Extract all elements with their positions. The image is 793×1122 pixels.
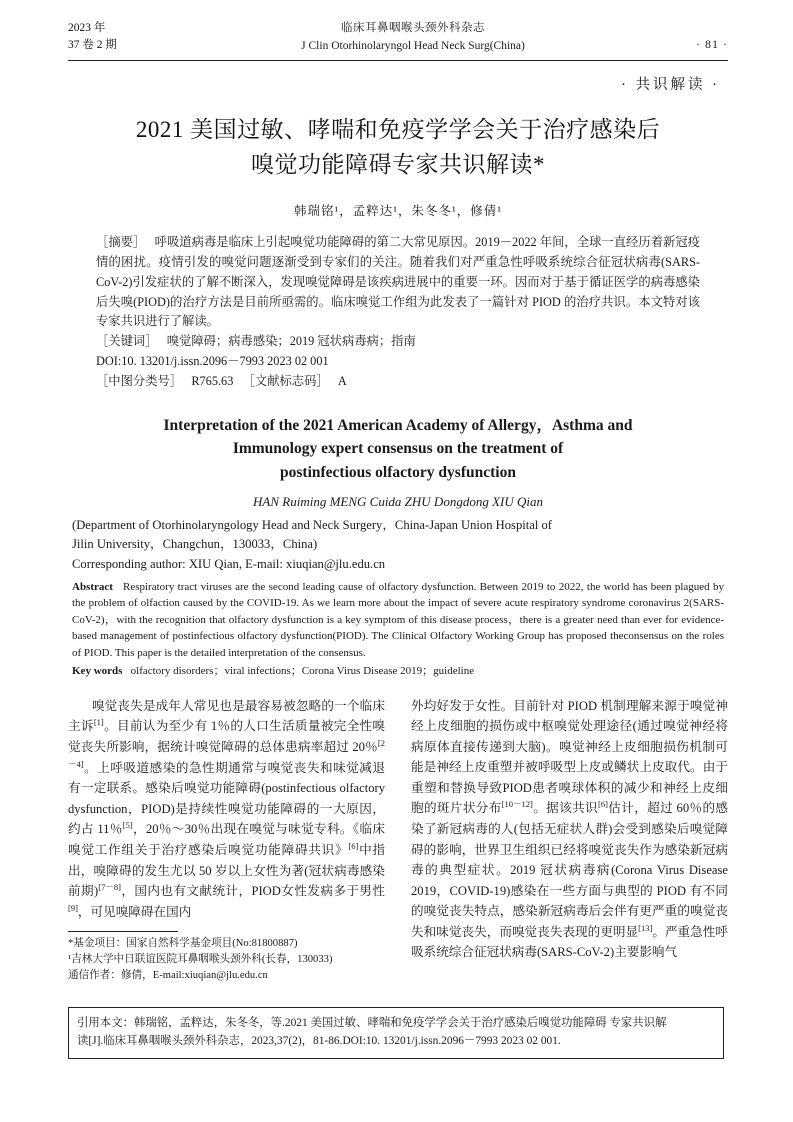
affiliation-en-line2: Jilin University，Changchun，130033，China) xyxy=(72,537,318,552)
citation-line1: 引用本文：韩瑞铭，孟粹达，朱冬冬，等.2021 美国过敏、哮喘和免疫学学会关于治疗感染后嗅觉功能障碍 专家共识解 xyxy=(77,1017,667,1029)
journal-name xyxy=(188,20,638,56)
corresponding-author: Corresponding author: XIU Qian, E-mail: xiuqian@jlu.edu.cn xyxy=(72,556,386,571)
title-cn-line1: 2021 美国过敏、哮喘和免疫学学会关于治疗感染后 xyxy=(135,116,661,142)
citation-line2: 读[J].临床耳鼻咽喉头颈外科杂志，2023,37(2)，81-86.DOI:10. 13201/j.issn.2096－7993 2023 02 001. xyxy=(77,1035,561,1048)
doi-label: DOI: xyxy=(96,354,122,369)
abstract-en xyxy=(68,579,728,662)
clc-value: R765.63 xyxy=(191,374,234,389)
clc-line xyxy=(68,372,728,392)
body-paragraph: 外均好发于女性。目前针对 PIOD 机制理解来源于嗅觉神经上皮细胞的损伤或中枢嗅觉处理途径(通过嗅觉神经将病原体直接传递到大脑)。嗅觉神经上皮细胞损伤机制可能是神经上皮重塑并被呼吸型上皮或鳞状上皮取代。由于重塑和替换导致PIOD患者嗅球体积的减少和神经上皮细胞的斑片状分布[10－12]。据该共识[6]估计，超过 60％的感染了新冠病毒的人(包括无症状人群)会受到感染后嗅觉障碍的影响，世界卫生组织已经将嗅觉丧失作为感染新冠病毒的典型症状。2019 冠状病毒病(Corona Virus Disease 2019，COVID-19)感染在一些方面与典型的 PIOD 有不同的嗅觉丧失特点，感染新冠病毒后会伴有更严重的嗅觉丧失和味觉丧失，而嗅觉丧失表现的更明显[13]。严重急性呼吸系统综合征冠状病毒(SARS-CoV-2)主要影响气 xyxy=(411,698,729,960)
doi-line xyxy=(68,352,728,372)
journal-name-cn: 临床耳鼻咽喉头颈外科杂志 xyxy=(341,22,485,34)
footnote-divider xyxy=(68,931,178,932)
abstract-cn-label: ［摘要］ xyxy=(96,234,146,249)
authors-cn: 韩瑞铭¹，孟粹达¹，朱冬冬¹，修倩¹ xyxy=(294,203,502,218)
keywords-en xyxy=(68,663,728,680)
body-columns xyxy=(68,696,728,984)
title-en-line3: postinfectious olfactory dysfunction xyxy=(280,463,516,481)
issue-info xyxy=(68,20,188,55)
abstract-cn-text: 呼吸道病毒是临床上引起嗅觉功能障碍的第二大常见原因。2019－2022 年间，全球一直经历着新冠疫情的困扰。疫情引发的嗅觉问题逐渐受到专家们的关注。随着我们对严重急性呼吸系统综合征冠状病毒(SARS-CoV-2)引发症状的了解不断深入，发现嗅觉障碍是该疾病进展中的重要一环。因而对于基于循证医学的病毒感染后失嗅(PIOD)的治疗方法是目前所亟需的。临床嗅觉工作组为此发表了一篇针对 PIOD 的治疗共识。本文特对该专家共识进行了解读。 xyxy=(96,234,700,329)
issue-year: 2023 年 xyxy=(68,22,106,34)
title-cn-line2: 嗅觉功能障碍专家共识解读* xyxy=(251,152,545,178)
authors-en: HAN Ruiming MENG Cuida ZHU Dongdong XIU Qian xyxy=(253,493,543,509)
citation-box xyxy=(68,1007,724,1059)
keywords-en-label: Key words xyxy=(72,665,123,678)
title-en-line2: Immunology expert consensus on the treatment of xyxy=(232,440,564,458)
header-divider xyxy=(68,60,728,61)
body-column-left xyxy=(68,696,385,984)
title-en xyxy=(68,414,728,484)
doi-value: 10. 13201/j.issn.2096－7993 2023 02 001 xyxy=(121,354,329,369)
doc-type-value: A xyxy=(337,374,347,389)
running-head xyxy=(68,20,728,59)
section-marker: · 共识解读 · xyxy=(621,76,720,93)
page-title xyxy=(68,112,728,183)
footnote-affiliation: ¹吉林大学中日联谊医院耳鼻咽喉头颈外科(长春，130033) xyxy=(68,953,333,965)
keywords-cn-text: 嗅觉障碍；病毒感染；2019 冠状病毒病；指南 xyxy=(166,334,416,349)
abstract-en-text: Respiratory tract viruses are the second leading cause of olfactory dysfunction. Between 2019 to 2022, the world has been plagued by the problem of olfaction caused by the COVID-19. As we learn more about the impact of severe acute respiratory syndrome coronavirus 2(SARS-CoV-2)，with the recognition that olfactory dysfunction is a key symptom of this disease process，there is a greater need than ever for evidence-based management of postinfectious olfactory dysfunction(PIOD). The Clinical Olfactory Working Group has proposed theconsensus on the roles of PIOD. This paper is the detailed interpretation of the consensus. xyxy=(72,580,725,659)
page-number: · 81 · xyxy=(696,37,728,51)
abstract-en-label: Abstract xyxy=(72,580,113,593)
footnote-corresponding: 通信作者：修倩，E-mail:xiuqian@jlu.edu.cn xyxy=(68,969,268,981)
keywords-cn-label: ［关键词］ xyxy=(96,334,158,349)
body-paragraph: 嗅觉丧失是成年人常见也是最容易被忽略的一个临床主诉[1]。目前认为至少有 1％的人口生活质量被完全性嗅觉丧失所影响，据统计嗅觉障碍的总体患病率超过 20％[2－4]。上呼吸道感染的急性期通常与嗅觉丧失和味觉减退有一定联系。感染后嗅觉功能障碍(postinfectious olfactory dysfunction，PIOD)是持续性嗅觉功能障碍的一大原因，约占 11％[5]，20％～30％出现在嗅觉与味觉专科。《临床嗅觉工作组关于治疗感染后嗅觉功能障碍共识》[6]中指出，嗅障碍的发生尤以 50 岁以上女性为著(冠状病毒感染前期)[7－8]，国内也有文献统计，PIOD女性发病多于男性[9]，可见嗅障碍在国内 xyxy=(68,698,386,920)
clc-label: ［中图分类号］ xyxy=(96,374,183,389)
body-column-right xyxy=(411,696,728,984)
keywords-en-text: olfactory disorders；viral infections；Corona Virus Disease 2019；guideline xyxy=(130,665,475,678)
keywords-cn xyxy=(68,332,728,352)
issue-volume: 37 卷 2 期 xyxy=(68,39,117,52)
footnote-funding: *基金项目：国家自然科学基金项目(No:81800887) xyxy=(68,937,298,949)
page-content xyxy=(68,20,728,983)
affiliation-en xyxy=(68,516,728,555)
doc-type-label: ［文献标志码］ xyxy=(242,374,329,389)
footnote-block xyxy=(68,936,385,984)
journal-name-en: J Clin Otorhinolaryngol Head Neck Surg(China) xyxy=(301,40,525,53)
affiliation-en-line1: (Department of Otorhinolaryngology Head and Neck Surgery，China-Japan Union Hospital of xyxy=(72,517,552,532)
title-en-line1: Interpretation of the 2021 American Academy of Allergy，Asthma and xyxy=(163,417,633,435)
abstract-cn xyxy=(68,233,728,333)
